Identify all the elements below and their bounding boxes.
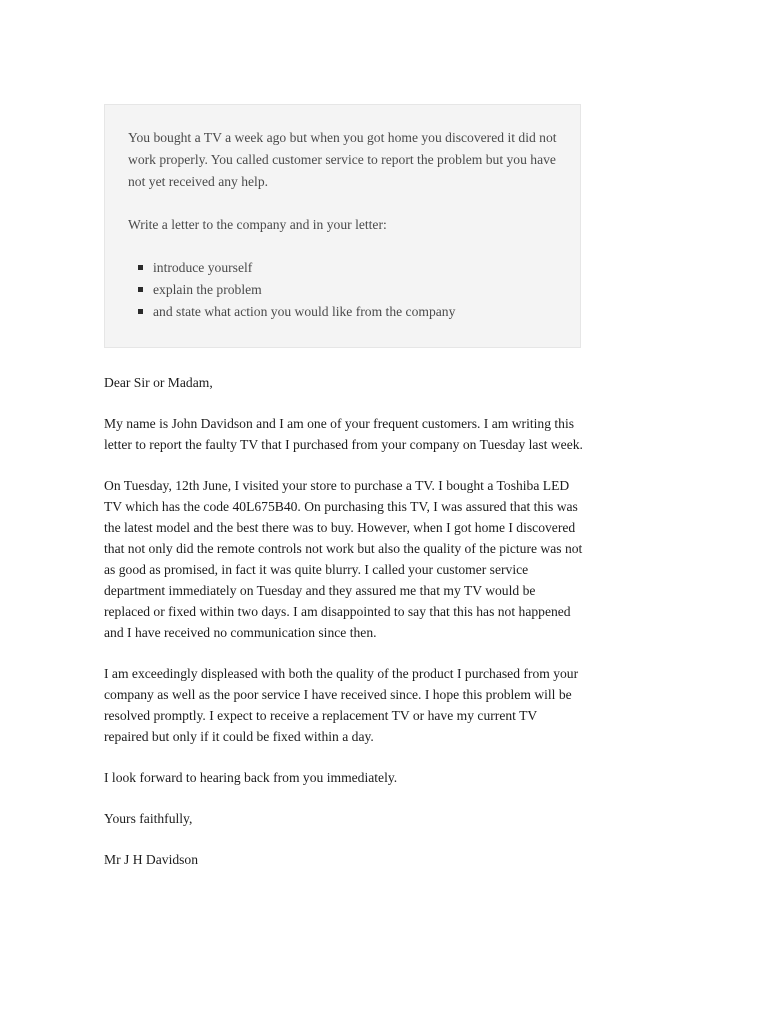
task-bullet-text: explain the problem: [153, 282, 262, 297]
letter-closing: Yours faithfully,: [104, 811, 193, 826]
square-bullet-icon: [138, 287, 143, 292]
letter-body: [104, 372, 584, 890]
letter-salutation: Dear Sir or Madam,: [104, 375, 213, 390]
task-bullet-text: introduce yourself: [153, 260, 253, 275]
task-bullet-item: [138, 301, 558, 323]
task-bullet-list: [128, 257, 558, 323]
letter-paragraph-action: I am exceedingly displeased with both the quality of the product I purchased from your company as well as the poor service I have received since. I hope this problem will be resolved promptly. I expect to receive a replacement TV or have my current TV repaired but only if it could be fixed within a day.: [104, 666, 579, 744]
task-bullet-item: [138, 257, 558, 279]
letter-paragraph-intro: My name is John Davidson and I am one of your frequent customers. I am writing this letter to report the faulty TV that I purchased from your company on Tuesday last week.: [104, 416, 583, 452]
letter-signature: Mr J H Davidson: [104, 852, 199, 867]
task-bullet-text: and state what action you would like from the company: [153, 304, 456, 319]
square-bullet-icon: [138, 309, 143, 314]
task-instruction: Write a letter to the company and in your letter:: [128, 217, 387, 232]
letter-paragraph-closing-line: I look forward to hearing back from you immediately.: [104, 770, 398, 785]
task-prompt-box: [104, 104, 581, 348]
letter-paragraph-problem: On Tuesday, 12th June, I visited your store to purchase a TV. I bought a Toshiba LED TV which has the code 40L675B40. On purchasing this TV, I was assured that this was the latest model and the best there was to buy. However, when I got home I discovered that not only did the remote controls not work but also the quality of the picture was not as good as promised, in fact it was quite blurry. I called your customer service department immediately on Tuesday and they assured me that my TV would be replaced or fixed within two days. I am disappointed to say that this has not happened and I have received no communication since then.: [104, 478, 583, 640]
square-bullet-icon: [138, 265, 143, 270]
task-prompt-text: You bought a TV a week ago but when you got home you discovered it did not work properly. You called customer service to report the problem but you have not yet received any help.: [128, 130, 557, 189]
task-bullet-item: [138, 279, 558, 301]
